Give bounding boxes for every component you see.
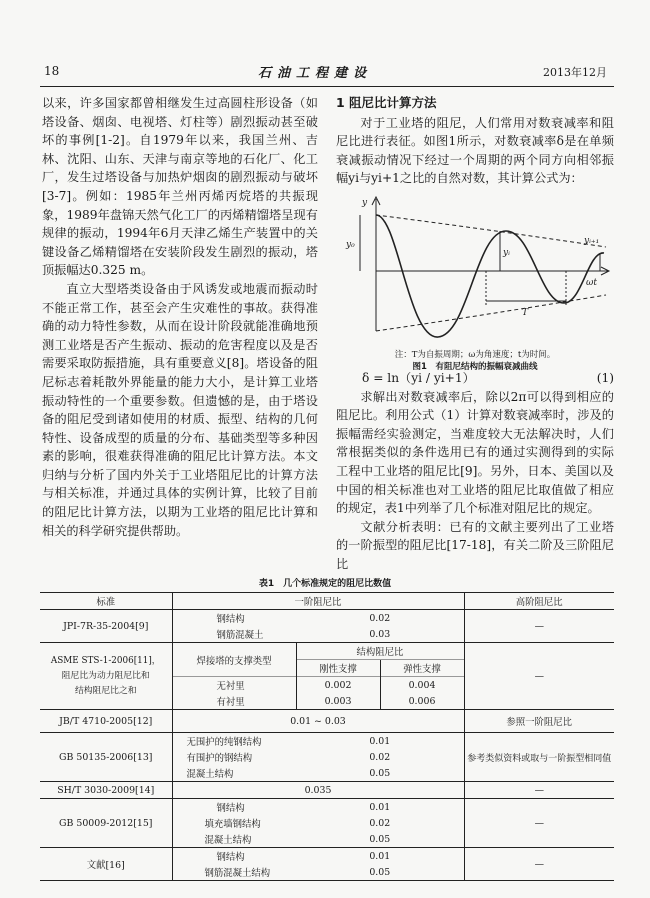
table-row: JB/T 4710-2005[12] 0.01 ~ 0.03 参照一阶阻尼比 <box>40 710 614 733</box>
table-row: GB 50009-2012[15] 钢结构 0.01 — <box>40 799 614 816</box>
table-row: 混凝土结构 0.05 <box>40 831 614 848</box>
paragraph: 直立大型塔类设备由于风诱发或地震而振动时不能正常工作，甚至会产生灾难性的事故。获得准确的动力特性参数，从而在设计阶段就能准确地预测工业塔是否产生振动、振动的危害程度以及是否需要采取防振措施，具有重要意义[8]。塔设备的阻尼标志着耗散外界能量的能力大小，是计算工业塔振动特性的一个重要参数。但遗憾的是，由于塔设备的阻尼受到诸如使用的材质、振型、结构的几何特性、设备成型的质量的分布、基础类型等多种因素的影响，很难获得准确的阻尼比计算方法。本文归纳与分析了国内外关于工业塔阻尼比的计算方法与相关标准，并通过具体的实例计算，比较了目前的阻尼比计算方法，以期为工业塔的阻尼比计算和相关的科学研究提供帮助。 <box>42 281 318 538</box>
figure-1 <box>336 191 614 372</box>
standard-cell: JB/T 4710-2005[12] <box>40 710 172 733</box>
table-caption: 表1 几个标准规定的阻尼比数值 <box>258 579 392 589</box>
table-row: 填充墙钢结构 0.02 <box>40 815 614 831</box>
figure-note: 注：T为自振周期；ω为角速度；t为时间。 <box>394 349 556 360</box>
table-header-row <box>40 593 614 610</box>
yi-label: yᵢ <box>503 247 510 258</box>
table-row: ASME STS-1-2006[11]， 阻尼比为动力阻尼比和 结构阻尼比之和 焊接塔的支撑类型 结构阻尼比 — <box>40 643 614 660</box>
standard-cell: GB 50135-2006[13] <box>40 733 172 782</box>
lower-envelope <box>376 295 606 331</box>
paragraph: 求解出对数衰减率后，除以2π可以得到相应的阻尼比。利用公式（1）计算对数衰减率时，涉及的振幅需经实验测定，当难度较大无法解决时，人们常根据类似的条件选用已有的通过实测得到的实际工程中工业塔的阻尼比[9]。另外，日本、美国以及中国的相关标准也对工业塔的阻尼比取值做了相应的规定，表1中列举了几个标准对阻尼比的规定。 <box>336 389 614 516</box>
y0-label: y₀ <box>346 239 355 250</box>
table-row: 有围护的钢结构 0.02 <box>40 749 614 765</box>
yi1-label: yᵢ₊₁ <box>584 235 600 246</box>
y-axis-label: y <box>362 197 368 208</box>
standard-cell: ASME STS-1-2006[11]， 阻尼比为动力阻尼比和 结构阻尼比之和 <box>40 643 172 710</box>
header-rule <box>40 86 614 87</box>
section-title: 1 阻尼比计算方法 <box>336 95 437 110</box>
standard-cell: 文献[16] <box>40 848 172 881</box>
paragraph: 文献分析表明：已有的文献主要列出了工业塔的一阶振型的阻尼比[17-18]，有关二阶及三阶阻尼比 <box>336 519 614 571</box>
damped-oscillation-diagram <box>336 191 614 341</box>
table-row: 无衬里 0.002 0.004 <box>40 677 614 694</box>
table-row: 刚性支撑 弹性支撑 <box>40 660 614 677</box>
page-number: 18 <box>44 64 60 78</box>
standard-cell: JPI-7R-35-2004[9] <box>63 620 149 632</box>
standard-cell: GB 50009-2012[15] <box>40 799 172 848</box>
table-row: GB 50135-2006[13] 无围护的纯钢结构 0.01 参考类似资料或取与一阶振型相同值 <box>40 733 614 750</box>
paragraph: 以来，许多国家都曾相继发生过高圆柱形设备（如塔设备、烟囱、电视塔、灯柱等）剧烈振动甚至破坏的事例[1-2]。自1979年以来，我国兰州、吉林、沈阳、山东、天津与南京等地的石化厂、化工厂，发生过塔设备与加热炉烟囱的剧烈振动与破坏[3-7]。例如：1985年兰州丙烯丙烷塔的共振现象，1989年盘锦天然气化工厂的丙烯精馏塔呈现有规律的振动，1994年6月天津乙烯生产装置中的关键设备乙烯精馏塔在安装阶段发生剧烈的振动，塔顶振幅达0.325 m。 <box>42 96 318 278</box>
table-row: 钢筋混凝土结构 0.05 <box>40 864 614 881</box>
table-row: SH/T 3030-2009[14] 0.035 — <box>40 782 614 799</box>
table-header: 高阶阻尼比 <box>464 593 614 610</box>
paragraph: 对于工业塔的阻尼，人们常用对数衰减率和阻尼比进行表征。如图1所示，对数衰减率δ是在单频衰减振动情况下经过一个周期的两个同方向相邻振幅yi与yi+1之比的自然对数，其计算公式为： <box>336 115 614 186</box>
journal-title: 石油工程建设 <box>258 66 373 81</box>
equation-text: δ = ln（yi / yi+1） <box>362 370 475 385</box>
right-column <box>336 94 614 574</box>
table-row: 钢筋混凝土 0.03 <box>40 626 614 643</box>
period-label: T <box>522 307 529 318</box>
table-row: JPI-7R-35-2004[9] 钢结构 0.02 — <box>40 610 614 627</box>
issue-date: 2013年12月 <box>543 66 607 79</box>
standard-cell: SH/T 3030-2009[14] <box>40 782 172 799</box>
table-header: 标准 <box>40 593 172 610</box>
equation-number: (1) <box>596 370 614 385</box>
table-row: 混凝土结构 0.05 <box>40 765 614 782</box>
damping-ratio-table <box>40 592 614 881</box>
table-header: 一阶阻尼比 <box>172 593 464 610</box>
table-row: 文献[16] 钢结构 0.01 — <box>40 848 614 865</box>
table-row: 有衬里 0.003 0.006 <box>40 693 614 710</box>
damped-curve <box>376 215 604 337</box>
x-axis-label: ωt <box>586 277 597 288</box>
left-column <box>42 94 318 540</box>
figure-caption: 图1 有阻尼结构的振幅衰减曲线 <box>412 361 538 372</box>
